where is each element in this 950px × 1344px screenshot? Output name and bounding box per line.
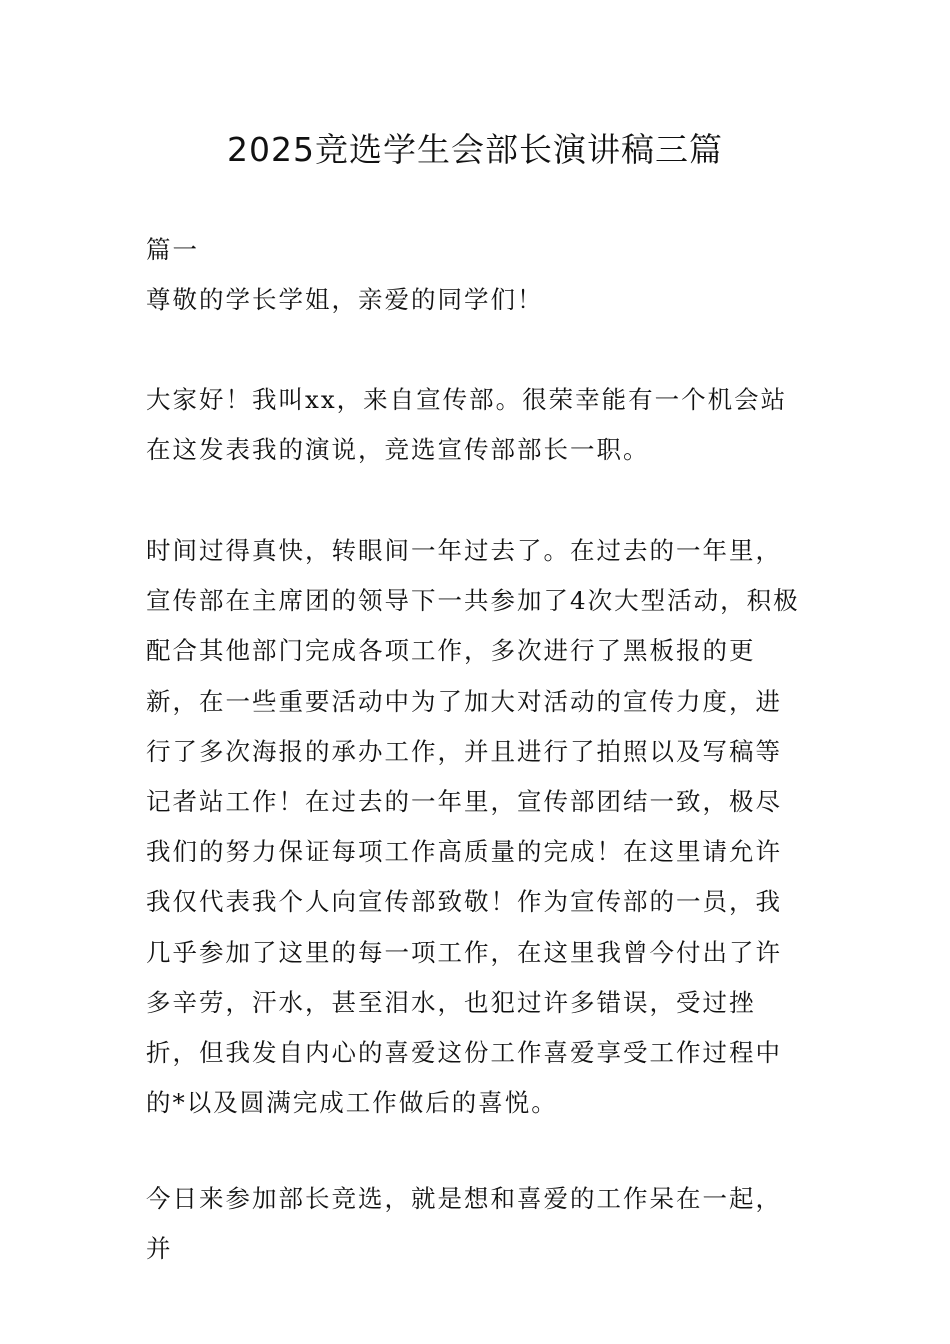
document-title: 2025竞选学生会部长演讲稿三篇 <box>227 130 723 169</box>
paragraph-review: 时间过得真快，转眼间一年过去了。在过去的一年里，宣传部在主席团的领导下一共参加了4次大型活动，积极配合其他部门完成各项工作，多次进行了黑板报的更新，在一些重要活动中为了加大对活动的宣传力度，进行了多次海报的承办工作，并且进行了拍照以及写稿等记者站工作！在过去的一年里，宣传部团结一致，极尽我们的努力保证每项工作高质量的完成！在这里请允许我仅代表我个人向宣传部致敬！作为宣传部的一员，我几乎参加了这里的每一项工作，在这里我曾今付出了许多辛劳，汗水，甚至泪水，也犯过许多错误，受过挫折，但我发自内心的喜爱这份工作喜爱享受工作过程中的*以及圆满完成工作做后的喜悦。 <box>146 536 800 1118</box>
paragraph-motivation: 今日来参加部长竞选，就是想和喜爱的工作呆在一起，并 <box>146 1184 782 1264</box>
greeting: 尊敬的学长学姐，亲爱的同学们！ <box>146 285 544 314</box>
section-label: 篇一 <box>146 235 199 264</box>
paragraph-intro: 大家好！我叫xx，来自宣传部。很荣幸能有一个机会站在这发表我的演说，竞选宣传部部长一职。 <box>146 385 788 465</box>
